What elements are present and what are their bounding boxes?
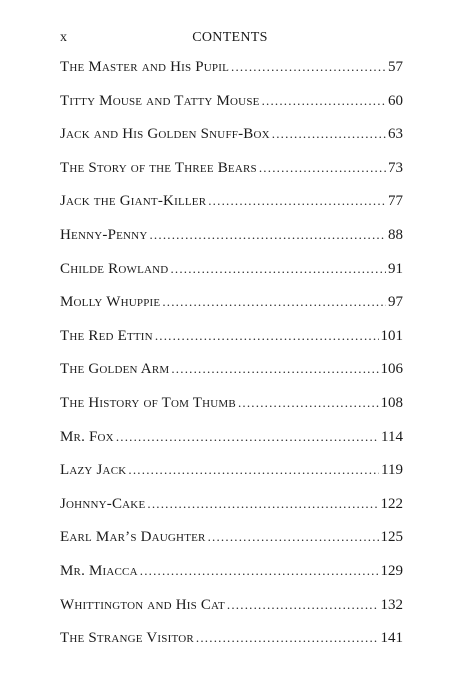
toc-entry-page: 108 [380,394,403,411]
toc-entry-page: 132 [380,596,403,613]
toc-entry-title: Lazy Jack [60,462,127,479]
dot-leader [128,460,379,480]
toc-entry [60,324,403,358]
toc-entry [60,425,403,459]
toc-entry-page: 129 [380,562,403,579]
toc-entry [60,357,403,391]
toc-entry-page: 88 [388,226,403,243]
table-of-contents [60,55,403,660]
dot-leader [208,527,379,547]
toc-entry-title: Earl Mar’s Daughter [60,529,206,546]
toc-entry [60,223,403,257]
dot-leader [238,393,379,413]
toc-entry-title: Jack and His Golden Snuff-Box [60,126,270,143]
toc-entry-page: 97 [388,294,403,311]
toc-entry-page: 122 [380,495,403,512]
toc-entry-title: Molly Whuppie [60,294,161,311]
dot-leader [147,494,378,514]
toc-entry-page: 114 [381,428,403,445]
dot-leader [272,124,386,144]
dot-leader [116,427,379,447]
toc-entry-page: 91 [388,260,403,277]
toc-entry-title: Mr. Miacca [60,562,138,579]
toc-entry [60,492,403,526]
toc-entry-title: Jack the Giant-Killer [60,193,207,210]
dot-leader [208,191,386,211]
toc-entry [60,156,403,190]
toc-entry-title: The Red Ettin [60,327,153,344]
toc-entry-page: 60 [388,92,403,109]
dot-leader [262,91,386,111]
toc-entry-page: 106 [380,361,403,378]
toc-entry-title: Childe Rowland [60,260,169,277]
toc-entry-title: The History of Tom Thumb [60,394,236,411]
toc-entry-title: Henny-Penny [60,226,148,243]
toc-entry [60,189,403,223]
dot-leader [149,225,386,245]
dot-leader [196,628,379,648]
toc-entry-page: 101 [380,327,403,344]
toc-entry-page: 141 [380,630,403,647]
toc-entry-page: 63 [388,126,403,143]
toc-entry-page: 119 [381,462,403,479]
toc-entry [60,257,403,291]
toc-entry-title: The Golden Arm [60,361,170,378]
page-number: x [60,30,67,45]
toc-entry [60,55,403,89]
dot-leader [170,259,386,279]
dot-leader [162,292,386,312]
toc-entry [60,122,403,156]
toc-entry [60,525,403,559]
toc-entry [60,559,403,593]
toc-entry-page: 125 [380,529,403,546]
page-header [60,30,400,50]
dot-leader [155,326,379,346]
dot-leader [231,57,386,77]
toc-entry-page: 57 [388,59,403,75]
toc-entry-title: Titty Mouse and Tatty Mouse [60,92,260,109]
dot-leader [227,595,379,615]
toc-entry-title: The Master and His Pupil [60,59,230,75]
toc-entry-title: Johnny-Cake [60,495,146,512]
toc-entry-title: The Strange Visitor [60,630,194,647]
running-head: CONTENTS [192,30,268,45]
dot-leader [171,359,378,379]
toc-entry [60,458,403,492]
toc-entry [60,593,403,627]
toc-entry-title: The Story of the Three Bears [60,159,257,176]
toc-entry [60,290,403,324]
dot-leader [259,158,386,178]
toc-entry-page: 73 [388,159,403,176]
toc-entry-title: Mr. Fox [60,428,114,445]
toc-entry [60,626,403,660]
toc-entry [60,391,403,425]
toc-entry-page: 77 [388,193,403,210]
dot-leader [140,561,379,581]
toc-entry [60,89,403,123]
toc-entry-title: Whittington and His Cat [60,596,225,613]
